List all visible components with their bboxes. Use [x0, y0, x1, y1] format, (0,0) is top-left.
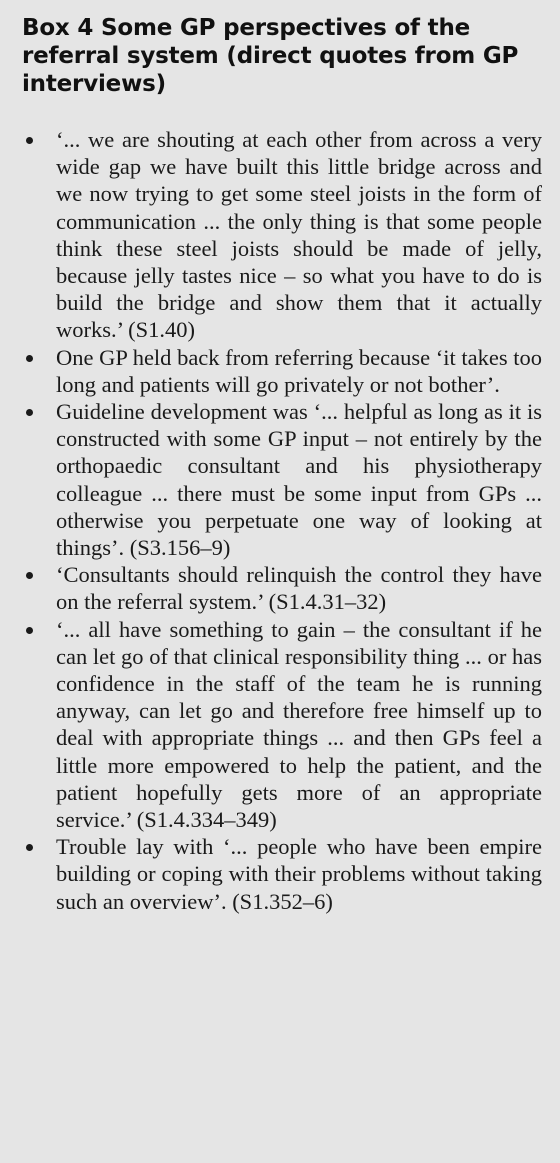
quote-item — [22, 833, 542, 915]
bullet-icon — [26, 137, 33, 144]
quote-text: One GP held back from referring because ‘it takes too long and patients will go privately or not bother’. — [56, 344, 542, 397]
quote-list — [22, 126, 542, 915]
quote-text: ‘... we are shouting at each other from across a very wide gap we have built this little bridge across and we now trying to get some steel joists in the form of communication ... the only thing is that some people think these steel joists should be made of jelly, because jelly tastes nice – so what you have to do is build the bridge and show them that it actually works.’ (S1.40) — [56, 127, 542, 343]
bullet-icon — [26, 844, 33, 851]
bullet-icon — [26, 355, 33, 362]
bullet-icon — [26, 627, 33, 634]
box-title-text: Some GP perspectives of the referral system (direct quotes from GP interviews) — [22, 15, 519, 97]
bullet-icon — [26, 572, 33, 579]
bullet-icon — [26, 409, 33, 416]
quote-text: Guideline development was ‘... helpful as long as it is constructed with some GP input – not entirely by the orthopaedic consultant and his physiotherapy colleague ... there must be some input from GPs ... otherwise you perpetuate one way of looking at things’. (S3.156–9) — [56, 399, 542, 561]
quote-text: ‘Consultants should relinquish the control they have on the referral system.’ (S1.4.31–32) — [56, 562, 542, 615]
quote-item — [22, 398, 542, 561]
box-number: Box 4 — [22, 15, 94, 41]
quote-text: ‘... all have something to gain – the consultant if he can let go of that clinical responsibility thing ... or has confidence in the staff of the team he is running anyway, can let go and therefore free himself up to deal with appropriate things ... and then GPs feel a little more empowered to help the patient, and the patient hopefully gets more of an appropriate service.’ (S1.4.334–349) — [56, 616, 542, 833]
quote-item — [22, 126, 542, 344]
quote-item — [22, 344, 542, 398]
quote-item — [22, 561, 542, 615]
quote-text: Trouble lay with ‘... people who have been empire building or coping with their problems without taking such an overview’. (S1.352–6) — [56, 834, 542, 914]
quote-item — [22, 616, 542, 834]
box-heading — [22, 14, 542, 98]
